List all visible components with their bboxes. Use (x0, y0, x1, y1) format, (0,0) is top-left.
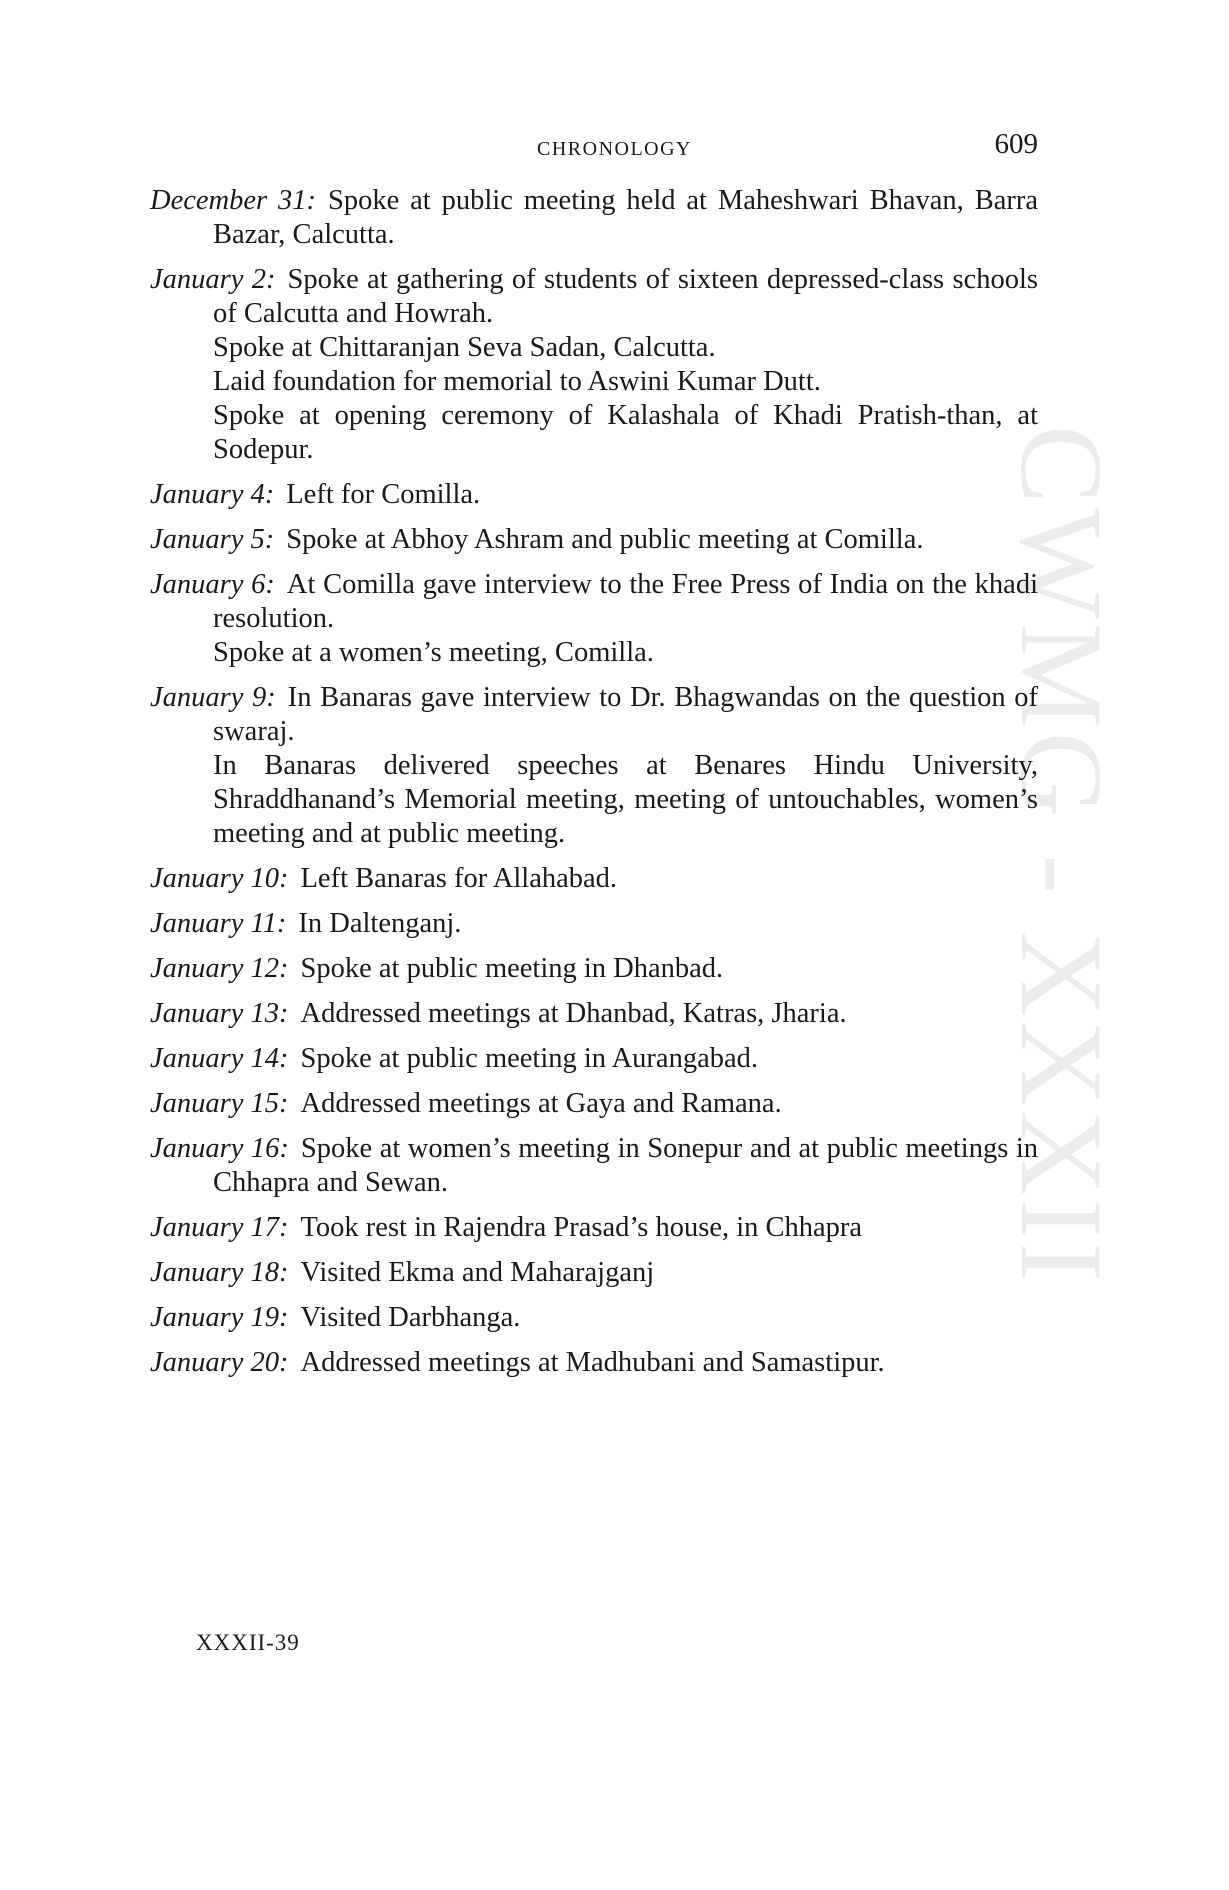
entry-text: In Banaras gave interview to Dr. Bhagwandas on the question of swaraj. (213, 682, 1038, 747)
entry-text: Spoke at opening ceremony of Kalashala of Khadi Pratish-than, at Sodepur. (213, 400, 1038, 465)
entry-date: January 20: (150, 1347, 289, 1378)
entry-line (150, 1346, 1038, 1380)
entry-line (150, 681, 1038, 749)
chronology-entry (150, 1211, 1038, 1245)
entry-text: In Banaras delivered speeches at Benares Hindu University, Shraddhanand’s Memorial meeting, meeting of untouchables, women’s meeting and at public meeting. (213, 750, 1038, 849)
entry-date: January 14: (150, 1043, 289, 1074)
entry-text: Addressed meetings at Gaya and Ramana. (300, 1088, 782, 1119)
entry-text: Visited Darbhanga. (300, 1302, 521, 1333)
entry-line (150, 1042, 1038, 1076)
entry-line (150, 1301, 1038, 1335)
entry-text: Addressed meetings at Madhubani and Samastipur. (300, 1347, 885, 1378)
chronology-entry (150, 1256, 1038, 1290)
entry-date: January 13: (150, 998, 289, 1029)
entry-line (213, 399, 1038, 467)
entry-line (213, 636, 1038, 670)
entry-date: January 2: (150, 264, 276, 295)
entry-date: January 15: (150, 1088, 289, 1119)
entry-line (150, 568, 1038, 636)
chronology-entry (150, 478, 1038, 512)
entry-text: Took rest in Rajendra Prasad’s house, in Chhapra (300, 1212, 863, 1243)
entry-line (150, 263, 1038, 331)
chronology-entry (150, 1301, 1038, 1335)
entry-date: December 31: (150, 185, 316, 216)
watermark: CWMG - XXXII (996, 425, 1127, 1286)
entry-date: January 19: (150, 1302, 289, 1333)
entry-text: Addressed meetings at Dhanbad, Katras, Jharia. (300, 998, 847, 1029)
entry-line (150, 952, 1038, 986)
entry-text: Left Banaras for Allahabad. (300, 863, 618, 894)
entry-text: Spoke at public meeting in Dhanbad. (300, 953, 724, 984)
chronology-entry (150, 681, 1038, 851)
entry-text: Spoke at Chittaranjan Seva Sadan, Calcutta. (213, 332, 716, 363)
entry-text: Spoke at gathering of students of sixteen depressed-class schools of Calcutta and Howrah. (213, 264, 1038, 329)
entry-line (150, 862, 1038, 896)
entry-line (213, 331, 1038, 365)
chronology-entry (150, 1087, 1038, 1121)
entry-text: Spoke at women’s meeting in Sonepur and at public meetings in Chhapra and Sewan. (213, 1133, 1038, 1198)
entry-date: January 6: (150, 569, 275, 600)
chronology-entry (150, 1042, 1038, 1076)
entry-text: Spoke at a women’s meeting, Comilla. (213, 637, 654, 668)
entry-date: January 12: (150, 953, 289, 984)
entry-line (150, 523, 1038, 557)
entry-date: January 11: (150, 908, 287, 939)
running-header: CHRONOLOGY (537, 138, 692, 160)
volume-code: XXXII-39 (196, 1630, 300, 1655)
chronology-entry (150, 862, 1038, 896)
entry-date: January 5: (150, 524, 275, 555)
entry-date: January 17: (150, 1212, 289, 1243)
entry-date: January 9: (150, 682, 276, 713)
entry-date: January 18: (150, 1257, 289, 1288)
entry-date: January 16: (150, 1133, 289, 1164)
entry-text: At Comilla gave interview to the Free Press of India on the khadi resolution. (213, 569, 1038, 634)
entry-date: January 4: (150, 479, 275, 510)
chronology-entry (150, 184, 1038, 252)
chronology-list (150, 184, 1038, 1391)
page-number: 609 (994, 128, 1038, 160)
entry-text: Visited Ekma and Maharajganj (300, 1257, 655, 1288)
entry-date: January 10: (150, 863, 289, 894)
entry-text: Laid foundation for memorial to Aswini Kumar Dutt. (213, 366, 821, 397)
chronology-entry (150, 263, 1038, 467)
entry-line (213, 749, 1038, 851)
entry-text: Spoke at public meeting in Aurangabad. (300, 1043, 758, 1074)
entry-text: In Daltenganj. (298, 908, 462, 939)
entry-line (150, 997, 1038, 1031)
entry-text: Spoke at Abhoy Ashram and public meeting at Comilla. (286, 524, 924, 555)
chronology-entry (150, 1132, 1038, 1200)
entry-line (150, 907, 1038, 941)
chronology-entry (150, 997, 1038, 1031)
chronology-entry (150, 1346, 1038, 1380)
entry-line (150, 1132, 1038, 1200)
entry-line (150, 1087, 1038, 1121)
entry-text: Left for Comilla. (286, 479, 481, 510)
entry-line (150, 478, 1038, 512)
chronology-entry (150, 952, 1038, 986)
chronology-entry (150, 907, 1038, 941)
chronology-entry (150, 568, 1038, 670)
entry-line (150, 184, 1038, 252)
entry-line (150, 1256, 1038, 1290)
entry-line (213, 365, 1038, 399)
entry-line (150, 1211, 1038, 1245)
chronology-entry (150, 523, 1038, 557)
entry-text: Spoke at public meeting held at Maheshwari Bhavan, Barra Bazar, Calcutta. (213, 185, 1038, 250)
